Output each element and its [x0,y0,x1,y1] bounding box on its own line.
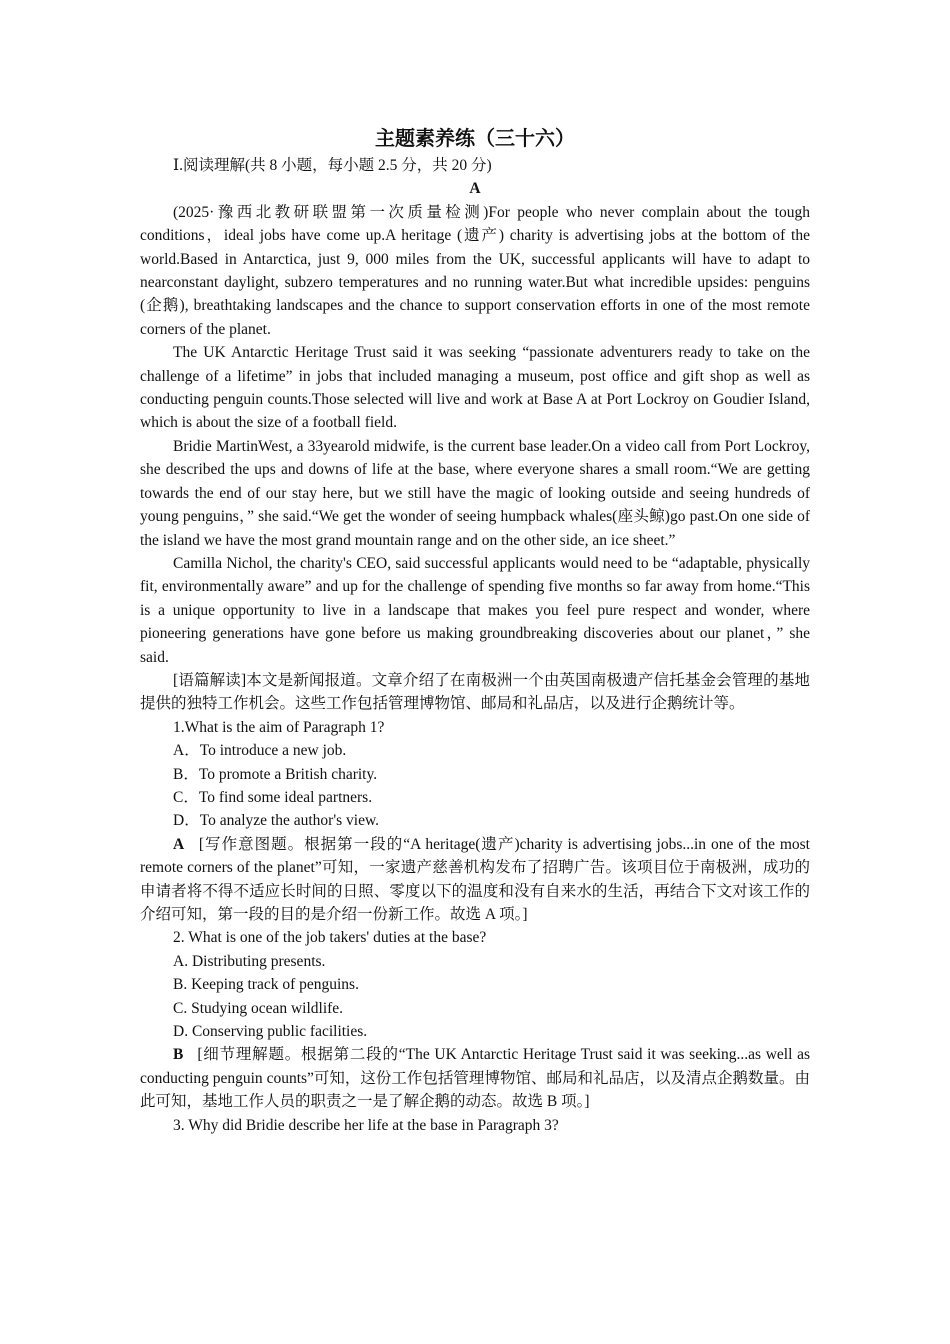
question-1-option-c: C．To find some ideal partners. [173,788,373,806]
analysis-text: 本文是新闻报道。文章介绍了在南极洲一个由英国南极遗产信托基金会管理的基地提供的独特工作机会。这些工作包括管理博物馆、邮局和礼品店，以及进行企鹅统计等。 [140,671,810,713]
page-title: 主题素养练（三十六） [375,128,575,150]
question-2-option-c: C. Studying ocean wildlife. [173,999,344,1017]
question-1-option-a: A．To introduce a new job. [173,742,347,760]
question-1-option-b: B．To promote a British charity. [173,765,378,783]
question-2-option-d: D. Conserving public facilities. [173,1023,368,1041]
question-2-explanation: [细节理解题。根据第二段的“The UK Antarctic Heritage Trust said it was seeking...as well as conducting penguin counts”可知，这份工作包括管理博物馆、邮局和礼品店，以及清点企鹅数量。由此可知，基地工作人员的职责之一是了解企鹅的动态。故选 B 项。] [140,1046,810,1111]
passage-label: A [469,180,481,198]
passage-paragraph-2: The UK Antarctic Heritage Trust said it was seeking “passionate adventurers ready to take on the challenge of a lifetime” in jobs that included managing a museum, post office and gift shop as well as conducting penguin counts.Those selected will live and work at Base A at Port Lockroy on Goudier Island, which is about the size of a football field. [140,344,810,432]
document-page [140,124,810,1137]
question-1-explanation: [写作意图题。根据第一段的“A heritage(遗产)charity is advertising jobs...in one of the most remote corners of the planet”可知，一家遗产慈善机构发布了招聘广告。该项目位于南极洲，成功的申请者将不得不适应长时间的日照、零度以下的温度和没有自来水的生活，再结合下文对该工作的介绍可知，第一段的目的是介绍一份新工作。故选 A 项。] [140,835,810,923]
question-2-option-a: A. Distributing presents. [173,952,326,970]
question-1-answer-letter: A [173,835,185,853]
question-2-option-b: B. Keeping track of penguins. [173,976,359,994]
question-1-answer [140,833,810,927]
section-heading: Ⅰ.阅读理解(共 8 小题，每小题 2.5 分，共 20 分) [173,157,492,174]
passage-paragraph-1: (2025·豫西北教研联盟第一次质量检测)For people who never complain about the tough conditions，ideal jobs have come up.A heritage (遗产) charity is advertising jobs at the bottom of the world.Based in Antarctica, just 9, 000 miles from the UK, successful applicants will have to adapt to nearconstant daylight, subzero temperatures and no running water.But what incredible upsides: penguins (企鹅), breathtaking landscapes and the chance to support conservation efforts in one of the most remote corners of the planet. [140,203,810,338]
question-1-stem: 1.What is the aim of Paragraph 1? [173,718,385,736]
passage-paragraph-3: Bridie MartinWest, a 33yearold midwife, is the current base leader.On a video call from Port Lockroy, she described the ups and downs of life at the base, where everyone shares a small room.“We are getting towards the end of our stay here, but we still have the magic of looking outside and seeing hundreds of young penguins，” she said.“We get the wonder of seeing humpback whales(座头鲸)go past.On one side of the island we have the most grand mountain range and on the other side, an ice sheet.” [140,437,810,549]
question-1-option-d: D．To analyze the author's view. [173,812,380,830]
question-2-answer [140,1043,810,1113]
passage-analysis [140,669,810,716]
question-2-stem: 2. What is one of the job takers' duties at the base? [173,929,487,947]
analysis-label: [语篇解读] [173,671,247,689]
question-3-stem: 3. Why did Bridie describe her life at the base in Paragraph 3? [173,1116,559,1134]
passage-paragraph-4: Camilla Nichol, the charity's CEO, said successful applicants would need to be “adaptable, physically fit, environmentally aware” and up for the challenge of spending five months so far away from home.“This is a unique opportunity to live in a landscape that makes you feel pure respect and wonder, where pioneering generations have gone before us making groundbreaking discoveries about our planet，” she said. [140,554,810,666]
question-2-answer-letter: B [173,1046,184,1064]
